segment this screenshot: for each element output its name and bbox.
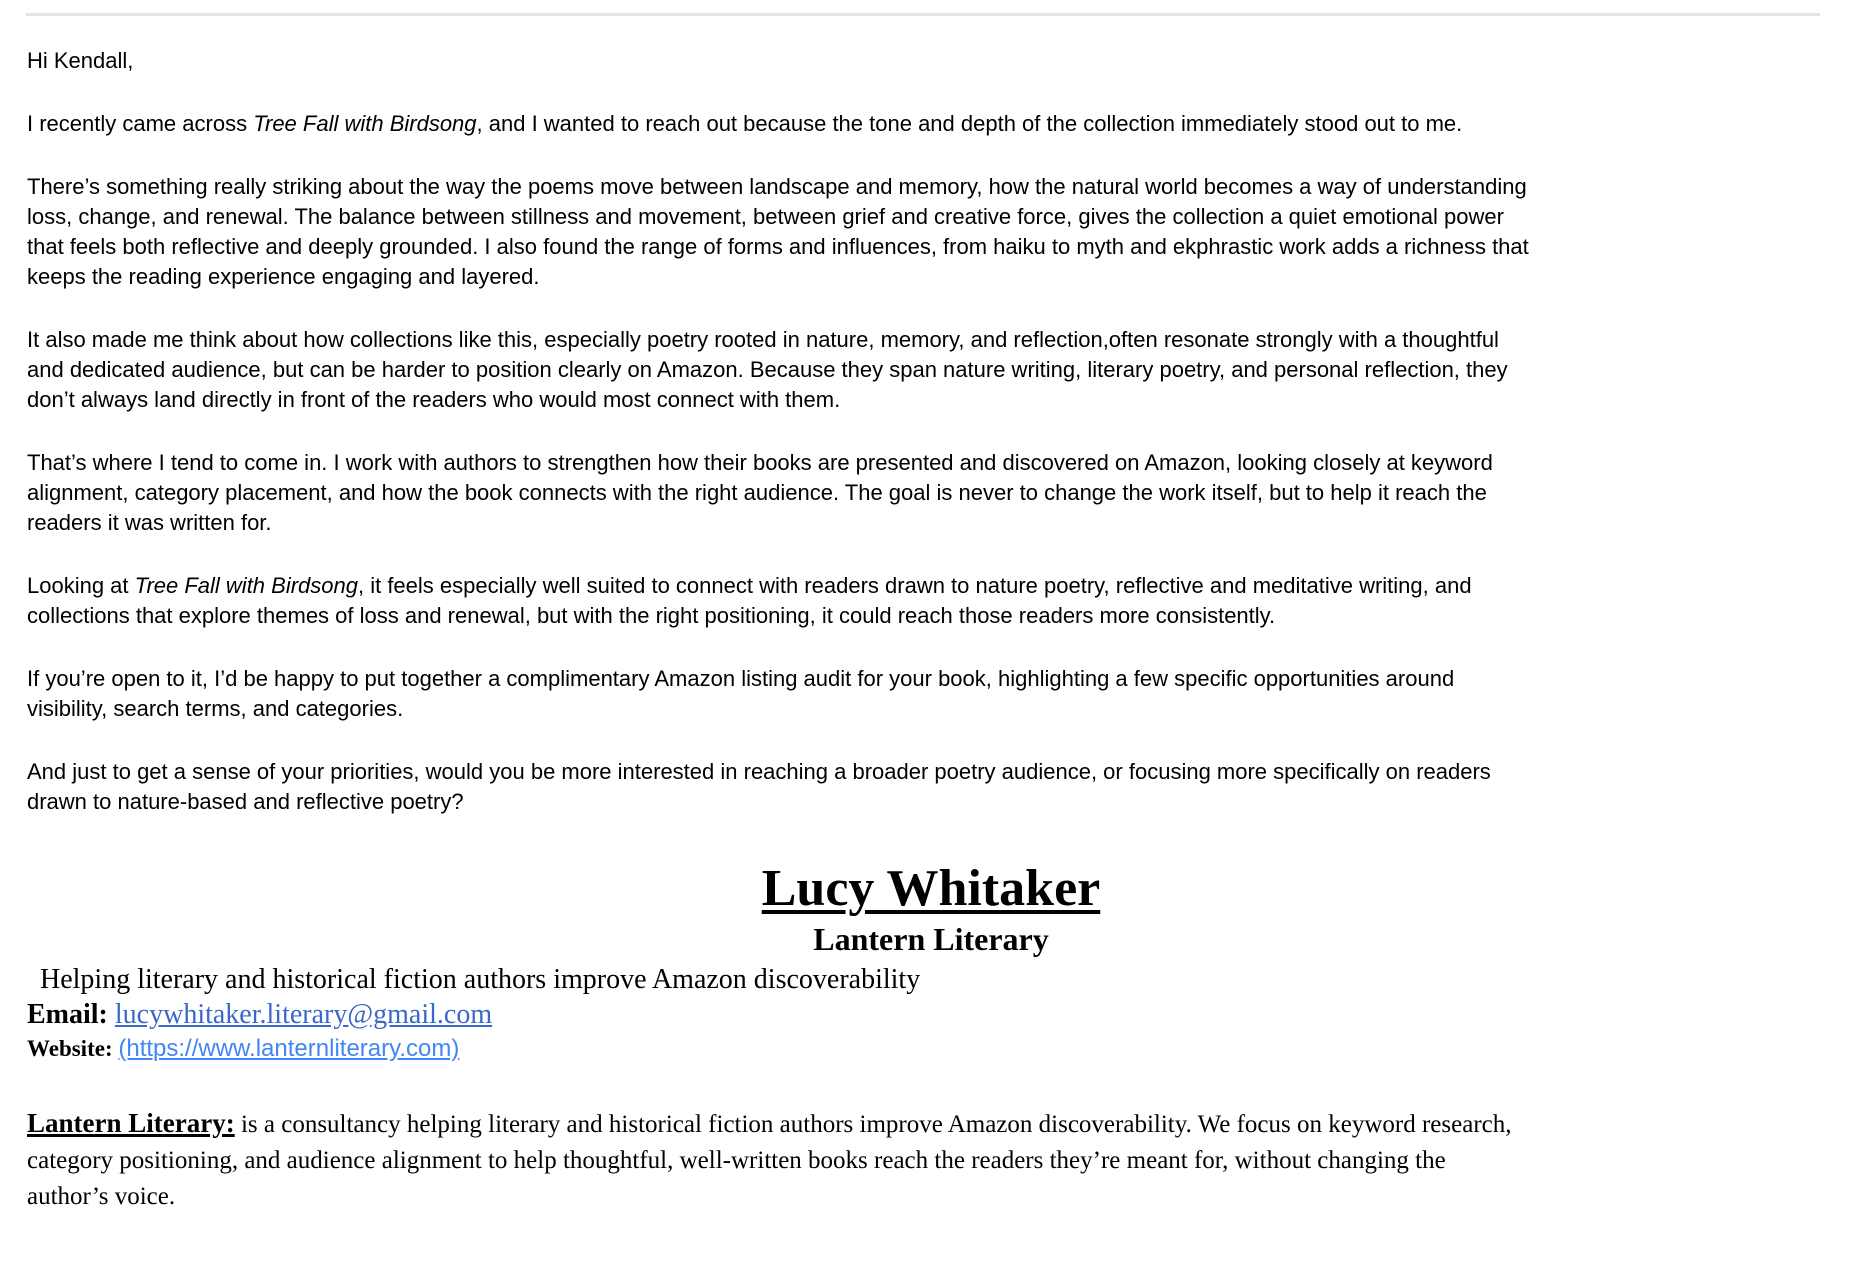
paragraph-intro <box>27 109 1540 139</box>
book-title: Tree Fall with Birdsong <box>134 573 358 598</box>
paragraph-fit <box>27 571 1540 631</box>
email-label: Email: <box>27 999 108 1030</box>
signature-company: Lantern Literary <box>813 921 1049 957</box>
website-link[interactable]: (https://www.lanternliterary.com) <box>118 1035 460 1062</box>
about-paragraph <box>27 1105 1512 1215</box>
greeting: Hi Kendall, <box>27 48 134 73</box>
paragraph-offer: If you’re open to it, I’d be happy to put together a complimentary Amazon listing audit for your book, highlighting a few specific opportunities around visibility, search terms, and categories. <box>27 666 1455 721</box>
paragraph-fit-pre: Looking at <box>27 573 135 598</box>
signature-email-line <box>27 997 1862 1033</box>
paragraph-intro-post: , and I wanted to reach out because the tone and depth of the collection immediately stood out to me. <box>476 111 1463 136</box>
signature-website-line <box>27 1033 1862 1065</box>
signature-contact <box>27 963 1862 1065</box>
paragraph-fit-post: , it feels especially well suited to connect with readers drawn to nature poetry, reflective and meditative writing, and collections that explore themes of loss and renewal, but with the right positioning, it could reach those readers more consistently. <box>27 573 1472 628</box>
book-title: Tree Fall with Birdsong <box>253 111 477 136</box>
about-label: Lantern Literary: <box>27 1108 235 1138</box>
email-link[interactable]: lucywhitaker.literary@gmail.com <box>114 999 493 1030</box>
paragraph-services: That’s where I tend to come in. I work with authors to strengthen how their books are presented and discovered on Amazon, looking closely at keyword alignment, category placement, and how the book connects with the right audience. The goal is never to change the work itself, but to help it reach the readers it was written for. <box>27 450 1493 535</box>
signature-name: Lucy Whitaker <box>761 860 1101 917</box>
website-label: Website: <box>27 1036 113 1061</box>
signature-tagline: Helping literary and historical fiction authors improve Amazon discoverability <box>40 964 921 995</box>
paragraph-positioning-challenge: It also made me think about how collections like this, especially poetry rooted in nature, memory, and reflection,often resonate strongly with a thoughtful and dedicated audience, but can be harder to position clearly on Amazon. Because they span nature writing, literary poetry, and personal reflection, they don’t always land directly in front of the readers who would most connect with them. <box>27 327 1508 412</box>
top-divider <box>26 13 1820 16</box>
paragraph-collection-impressions: There’s something really striking about the way the poems move between landscape and memory, how the natural world becomes a way of understanding loss, change, and renewal. The balance between stillness and movement, between grief and creative force, gives the collection a quiet emotional power that feels both reflective and deeply grounded. I also found the range of forms and influences, from haiku to myth and ekphrastic work adds a richness that keeps the reading experience engaging and layered. <box>27 174 1529 289</box>
signature-block <box>0 859 1862 959</box>
about-text: is a consultancy helping literary and historical fiction authors improve Amazon discoverability. We focus on keyword research, category positioning, and audience alignment to help thoughtful, well-written books reach the readers they’re meant for, without changing the author’s voice. <box>27 1111 1512 1210</box>
paragraph-intro-pre: I recently came across <box>27 111 254 136</box>
paragraph-question: And just to get a sense of your priorities, would you be more interested in reaching a broader poetry audience, or focusing more specifically on readers drawn to nature-based and reflective poetry? <box>27 759 1491 814</box>
